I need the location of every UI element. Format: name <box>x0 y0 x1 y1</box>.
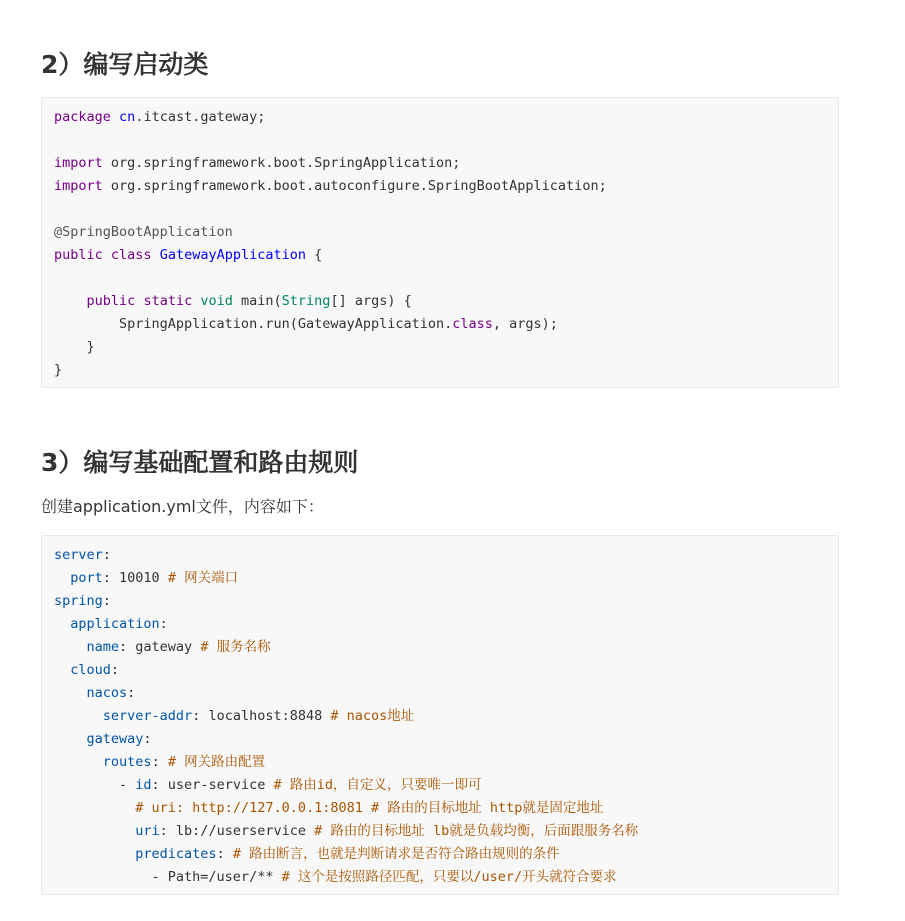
java-code-token <box>111 109 119 125</box>
intro-paragraph: 创建application.yml文件，内容如下： <box>41 497 324 516</box>
yaml-code-token: routes <box>102 754 152 770</box>
java-code-token: org.springframework.boot.SpringApplication; <box>102 155 461 171</box>
java-code-token: } <box>54 339 95 355</box>
yaml-code-token: : <box>216 846 233 862</box>
yaml-code-token: id <box>135 777 152 793</box>
yaml-code-token <box>54 570 70 586</box>
yaml-code-token: port <box>70 570 103 586</box>
section-2-heading: 2）编写启动类 <box>41 50 209 79</box>
yaml-code-token: predicates <box>135 846 217 862</box>
yaml-code-token <box>54 731 87 747</box>
yaml-code-token <box>54 639 87 655</box>
yaml-code-token: : <box>102 547 111 563</box>
yaml-code-line <box>54 682 826 705</box>
yaml-code-token: : gateway <box>119 639 201 655</box>
java-code-line <box>54 244 826 267</box>
java-code-token <box>54 293 87 309</box>
java-code-token: public <box>86 293 136 309</box>
java-code-token: void <box>200 293 233 309</box>
yaml-code-lines <box>54 544 826 889</box>
yaml-code-line <box>54 544 826 567</box>
java-code-token: , args); <box>492 316 558 332</box>
java-code-token: @SpringBootApplication <box>54 224 233 240</box>
java-code-token: GatewayApplication <box>159 247 307 263</box>
java-code-token: .itcast.gateway; <box>135 109 266 125</box>
java-code-token: org.springframework.boot.autoconfigure.SpringBootApplication; <box>102 178 607 194</box>
yaml-code-token: application <box>70 616 160 632</box>
yaml-code-token <box>54 708 103 724</box>
yaml-code-token <box>54 685 87 701</box>
yaml-code-token: # 路由id，自定义，只要唯一即可 <box>273 777 482 793</box>
yaml-code-token: : <box>159 616 168 632</box>
yaml-code-line <box>54 659 826 682</box>
java-code-token: static <box>143 293 193 309</box>
java-code-token: [] args) { <box>330 293 412 309</box>
java-code-line <box>54 221 826 244</box>
java-code-token <box>152 247 160 263</box>
yaml-code-line <box>54 751 826 774</box>
yaml-code-token: : localhost:8848 <box>192 708 331 724</box>
yaml-code-line <box>54 820 826 843</box>
yaml-code-token <box>54 754 103 770</box>
yaml-code-token: : <box>151 754 168 770</box>
yaml-code-token: # 网关路由配置 <box>167 754 266 770</box>
yaml-code-token: nacos <box>86 685 128 701</box>
java-code-token: package <box>54 109 111 125</box>
yaml-code-token <box>54 662 70 678</box>
section-3-heading: 3）编写基础配置和路由规则 <box>41 448 359 477</box>
yaml-code-line <box>54 866 826 889</box>
yaml-code-token: - <box>54 777 136 793</box>
yaml-code-line <box>54 797 826 820</box>
java-code-line <box>54 152 826 175</box>
java-code-line <box>54 129 826 152</box>
yaml-code-line <box>54 590 826 613</box>
yaml-code-token <box>54 823 135 839</box>
yaml-code-token: server-addr <box>102 708 193 724</box>
yaml-code-token: : <box>102 593 111 609</box>
yaml-code-token <box>54 800 135 816</box>
yaml-code-block <box>41 535 839 895</box>
java-code-line <box>54 336 826 359</box>
yaml-code-line <box>54 843 826 866</box>
yaml-code-token: # 路由断言，也就是判断请求是否符合路由规则的条件 <box>232 846 560 862</box>
yaml-code-token: gateway <box>86 731 144 747</box>
yaml-code-line <box>54 774 826 797</box>
java-code-line <box>54 313 826 336</box>
yaml-code-token: # 服务名称 <box>200 639 271 655</box>
java-code-token: class <box>110 247 152 263</box>
yaml-code-line <box>54 705 826 728</box>
yaml-code-token: server <box>54 547 103 563</box>
yaml-code-token: : lb://userservice <box>159 823 315 839</box>
yaml-code-token: # 这个是按照路径匹配，只要以/user/开头就符合要求 <box>281 869 617 885</box>
java-code-block <box>41 97 839 388</box>
yaml-code-line <box>54 567 826 590</box>
java-code-token: } <box>54 362 63 378</box>
java-code-token: SpringApplication.run(GatewayApplication. <box>54 316 453 332</box>
java-code-token: String <box>281 293 331 309</box>
yaml-code-token: uri <box>135 823 160 839</box>
java-code-token: class <box>452 316 493 332</box>
yaml-code-token <box>54 616 70 632</box>
java-code-token: { <box>306 247 323 263</box>
java-code-line <box>54 359 826 382</box>
yaml-code-token: name <box>86 639 120 655</box>
yaml-code-token: spring <box>54 593 103 609</box>
java-code-token <box>103 247 111 263</box>
java-code-line <box>54 267 826 290</box>
java-code-token: import <box>54 155 103 171</box>
java-code-token: cn <box>119 109 136 125</box>
java-code-token: public <box>54 247 103 263</box>
java-code-line <box>54 106 826 129</box>
yaml-code-token: : <box>127 685 136 701</box>
yaml-code-token: # uri: http://127.0.0.1:8081 # 路由的目标地址 http就是固定地址 <box>135 800 604 816</box>
java-code-line <box>54 290 826 313</box>
yaml-code-line <box>54 636 826 659</box>
yaml-code-token: : 10010 <box>102 570 168 586</box>
yaml-code-token: - Path=/user/** <box>54 869 282 885</box>
yaml-code-token: cloud <box>70 662 111 678</box>
yaml-code-token: # nacos地址 <box>330 708 415 724</box>
yaml-code-token: : <box>110 662 120 678</box>
yaml-code-line <box>54 613 826 636</box>
java-code-line <box>54 175 826 198</box>
yaml-code-token <box>54 846 135 862</box>
yaml-code-line <box>54 728 826 751</box>
java-code-lines <box>54 106 826 382</box>
java-code-token: main( <box>232 293 282 309</box>
yaml-code-token: : <box>143 731 152 747</box>
java-code-line <box>54 198 826 221</box>
yaml-code-token: # 路由的目标地址 lb就是负载均衡，后面跟服务名称 <box>314 823 639 839</box>
yaml-code-token: : user-service <box>151 777 274 793</box>
yaml-code-token: # 网关端口 <box>167 570 239 586</box>
java-code-token: import <box>54 178 103 194</box>
